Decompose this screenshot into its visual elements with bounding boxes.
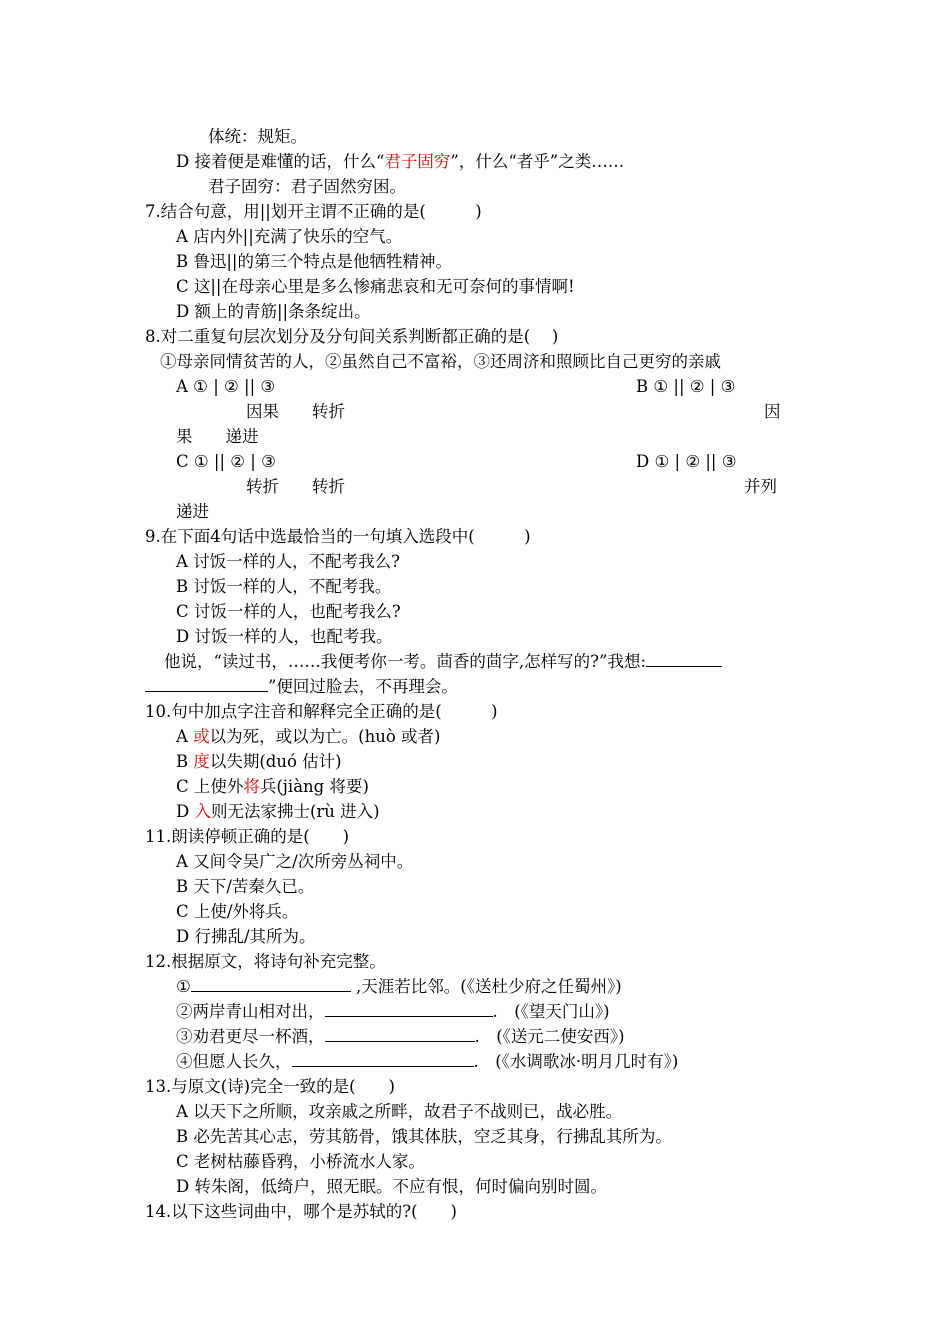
q12-line-3	[176, 1024, 625, 1049]
q13-option-a: A 以天下之所顺，攻亲戚之所畔，故君子不战则已，战必胜。	[176, 1102, 623, 1121]
q11-stem: 11.朗读停顿正确的是( )	[145, 827, 350, 846]
q12-l3-pre: ③劝君更尽一杯酒，	[176, 1027, 325, 1046]
q9-option-c: C 讨饭一样的人，也配考我么?	[176, 602, 401, 621]
q11-option-a: A 又间令吴广之/次所旁丛祠中。	[176, 852, 414, 871]
q12-blank-3[interactable]	[325, 1024, 475, 1042]
q6-d-post: ”，什么“者乎”之类……	[450, 152, 625, 171]
q10-option-c	[176, 774, 369, 799]
q8-option-d: D ① | ② || ③	[636, 452, 737, 471]
q10-d-red: 入	[194, 802, 211, 821]
q7-option-c: C 这||在母亲心里是多么惨痛悲哀和无可奈何的事情啊!	[176, 277, 575, 296]
q8-option-a: A ① | ② || ③	[176, 377, 276, 396]
q13-option-d: D 转朱阁，低绮户，照无眠。不应有恨，何时偏向别时圆。	[176, 1177, 607, 1196]
q9-passage-text-2: ”便回过脸去，不再理会。	[268, 677, 458, 696]
q8-sentence: ①母亲同情贫苦的人，②虽然自己不富裕，③还周济和照顾比自己更穷的亲戚	[160, 352, 721, 371]
q8-option-b: B ① || ② | ③	[636, 377, 736, 396]
q12-line-4	[176, 1049, 678, 1074]
q6-d-red: 君子固穷	[384, 152, 451, 171]
q7-stem: 7.结合句意，用||划开主谓不正确的是( )	[145, 202, 482, 221]
q9-passage-2	[145, 674, 458, 699]
q9-option-b: B 讨饭一样的人，不配考我。	[176, 577, 392, 596]
q11-option-c: C 上使/外将兵。	[176, 902, 299, 921]
q10-b-post: 以失期(duó 估计)	[209, 752, 342, 771]
q9-option-d: D 讨饭一样的人，也配考我。	[176, 627, 393, 646]
q8-d-relation-2: 递进	[176, 502, 209, 521]
q12-l2-pre: ②两岸青山相对出，	[176, 1002, 325, 1021]
q10-a-red: 或	[193, 727, 210, 746]
q12-l4-pre: ④但愿人长久，	[176, 1052, 292, 1071]
q8-b-relation-2: 果 递进	[176, 427, 259, 446]
q12-stem: 12.根据原文，将诗句补充完整。	[145, 952, 386, 971]
q9-passage-1	[164, 649, 722, 674]
q12-blank-1[interactable]	[191, 974, 351, 992]
q8-a-relation: 因果 转折	[246, 402, 345, 421]
q13-stem: 13.与原文(诗)完全一致的是( )	[145, 1077, 395, 1096]
q13-option-c: C 老树枯藤昏鸦，小桥流水人家。	[176, 1152, 425, 1171]
q8-stem: 8.对二重复句层次划分及分句间关系判断都正确的是( )	[145, 327, 559, 346]
q10-c-pre: C 上使外	[176, 777, 244, 796]
q14-stem: 14.以下这些词曲中，哪个是苏轼的?( )	[145, 1202, 457, 1221]
q10-stem: 10.句中加点字注音和解释完全正确的是( )	[145, 702, 498, 721]
q12-line-2	[176, 999, 610, 1024]
q6-option-d	[176, 149, 624, 174]
q9-stem: 9.在下面4句话中选最恰当的一句填入选段中( )	[145, 527, 531, 546]
q8-d-relation-1: 并列	[744, 477, 777, 496]
q10-option-b: B 度以失期(duó 估计)	[176, 752, 342, 771]
q6-d-pre: D 接着便是难懂的话，什么“	[176, 152, 385, 171]
q10-c-red: 将	[243, 777, 260, 796]
q12-line-1	[176, 974, 622, 999]
q10-option-a: A 或以为死，或以为亡。(huò 或者)	[176, 727, 441, 746]
q6-c-note: 体统：规矩。	[208, 127, 307, 146]
q8-b-relation-1: 因	[764, 402, 781, 421]
q10-b-red: 度	[193, 752, 210, 771]
q9-blank-1[interactable]	[646, 649, 722, 667]
q9-passage-text-1: 他说，“读过书，……我便考你一考。茴香的茴字,怎样写的?”我想:	[164, 652, 647, 671]
q12-l4-post: . (《水调歌冰·明月几时有》)	[473, 1052, 679, 1071]
q10-d-post: 则无法家拂士(rù 进入)	[210, 802, 380, 821]
q11-option-d: D 行拂乱/其所为。	[176, 927, 316, 946]
q9-blank-2[interactable]	[145, 674, 268, 692]
q9-option-a: A 讨饭一样的人，不配考我么?	[176, 552, 401, 571]
q12-l3-post: . (《送元二使安西》)	[474, 1027, 625, 1046]
q12-blank-4[interactable]	[292, 1049, 474, 1067]
q7-option-a: A 店内外||充满了快乐的空气。	[176, 227, 403, 246]
q7-option-b: B 鲁迅||的第三个特点是他牺牲精神。	[176, 252, 452, 271]
q10-c-post: 兵(jiàng 将要)	[259, 777, 369, 796]
q13-option-b: B 必先苦其心志，劳其筋骨，饿其体肤，空乏其身，行拂乱其所为。	[176, 1127, 672, 1146]
q12-l1-post: ,天涯若比邻。(《送杜少府之任蜀州》)	[350, 977, 622, 996]
q6-d-note: 君子固穷：君子固然穷困。	[208, 177, 406, 196]
q8-option-c: C ① || ② | ③	[176, 452, 276, 471]
q12-blank-2[interactable]	[325, 999, 493, 1017]
q10-a-post: 以为死，或以为亡。(huò 或者)	[209, 727, 441, 746]
q12-l2-post: . (《望天门山》)	[492, 1002, 610, 1021]
q12-l1-pre: ①	[176, 977, 191, 996]
q11-option-b: B 天下/苦秦久已。	[176, 877, 315, 896]
q10-option-d: D 入则无法家拂士(rù 进入)	[176, 802, 380, 821]
q7-option-d: D 额上的青筋||条条绽出。	[176, 302, 371, 321]
q8-c-relation: 转折 转折	[246, 477, 345, 496]
